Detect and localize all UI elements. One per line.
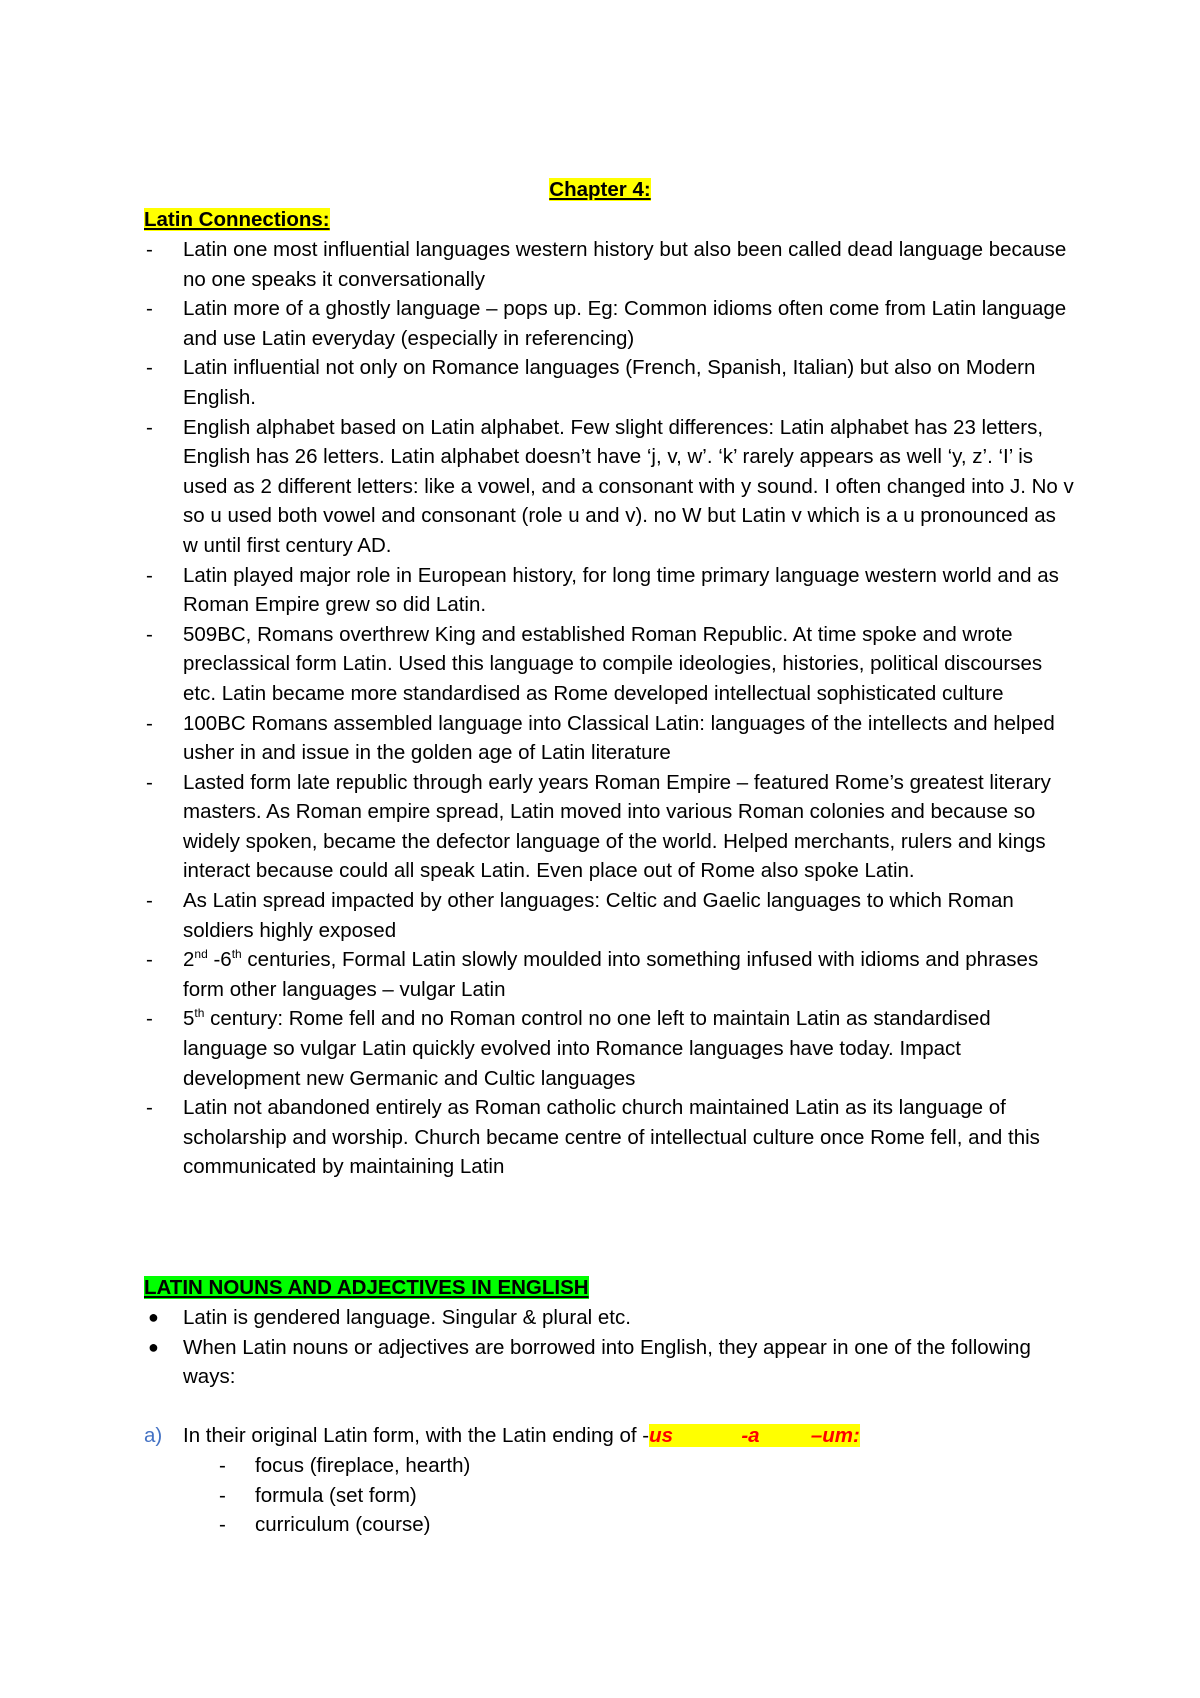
list-item: - Latin one most influential languages western history but also been called dead language because no one speaks it conversationally [144,235,1074,294]
bullet-item: ● Latin is gendered language. Singular & plural etc. [144,1303,1074,1333]
examples-list [144,1451,1074,1540]
lettered-item-text: In their original Latin form, with the Latin ending of - [183,1424,650,1448]
chapter-title-text: Chapter 4: [549,178,651,201]
latin-connections-list [144,235,1074,1182]
lettered-item-a [144,1421,1074,1451]
list-item: - English alphabet based on Latin alphabet. Few slight differences: Latin alphabet has 23 letters, English has 26 letters. Latin alphabet doesn’t have ‘j, v, w’. ‘k’ rarely appears as well ‘y, z’. ‘I’ is used as 2 different letters: like a vowel, and a consonant with y sound. I often changed into J. No v so u used both vowel and consonant (role u and v). no W but Latin v which is a u pronounced as w until first century AD. [144,413,1074,561]
example-item: - focus (fireplace, hearth) [219,1451,1074,1481]
chapter-title [0,175,1200,205]
section-heading-text: LATIN NOUNS AND ADJECTIVES IN ENGLISH [144,1276,589,1299]
list-item: - Latin not abandoned entirely as Roman catholic church maintained Latin as its language of scholarship and worship. Church became centre of intellectual culture once Rome fell, and this communicated by maintaining Latin [144,1093,1074,1182]
list-item: - As Latin spread impacted by other languages: Celtic and Gaelic languages to which Roman soldiers highly exposed [144,886,1074,945]
bullet-icon: ● [148,1336,159,1357]
list-item: - Latin influential not only on Romance languages (French, Spanish, Italian) but also on Modern English. [144,353,1074,412]
list-item-centuries: - 2nd -6th centuries, Formal Latin slowly moulded into something infused with idioms and phrases form other languages – vulgar Latin [144,945,1074,1004]
section-heading-text: Latin Connections: [144,208,330,231]
bullet-icon: ● [148,1307,159,1327]
bullet-list [144,1303,1074,1392]
section-heading [144,205,1074,235]
section-heading [144,1273,1074,1303]
latin-nouns-section [144,1273,1074,1540]
example-item: - formula (set form) [219,1481,1074,1511]
list-marker: a) [144,1424,163,1448]
latin-endings: us -a –um: [649,1424,860,1448]
list-item-fifth-century: - 5th century: Rome fell and no Roman control no one left to maintain Latin as standardised language so vulgar Latin quickly evolved into Romance languages have today. Impact development new Germanic and Cultic languages [144,1004,1074,1093]
latin-connections-section [144,205,1074,1182]
example-item: - curriculum (course) [219,1510,1074,1540]
list-item: - 100BC Romans assembled language into Classical Latin: languages of the intellects and helped usher in and issue in the golden age of Latin literature [144,709,1074,768]
list-item: - Lasted form late republic through early years Roman Empire – featured Rome’s greatest literary masters. As Roman empire spread, Latin moved into various Roman colonies and because so widely spoken, became the defector language of the world. Helped merchants, rulers and kings interact because could all speak Latin. Even place out of Rome also spoke Latin. [144,768,1074,886]
list-item: - Latin played major role in European history, for long time primary language western world and as Roman Empire grew so did Latin. [144,561,1074,620]
list-item: - 509BC, Romans overthrew King and established Roman Republic. At time spoke and wrote preclassical form Latin. Used this language to compile ideologies, histories, political discourses etc. Latin became more standardised as Rome developed intellectual sophisticated culture [144,620,1074,709]
bullet-item: ● When Latin nouns or adjectives are borrowed into English, they appear in one of the following ways: [144,1333,1074,1392]
list-item: - Latin more of a ghostly language – pops up. Eg: Common idioms often come from Latin language and use Latin everyday (especially in referencing) [144,294,1074,353]
